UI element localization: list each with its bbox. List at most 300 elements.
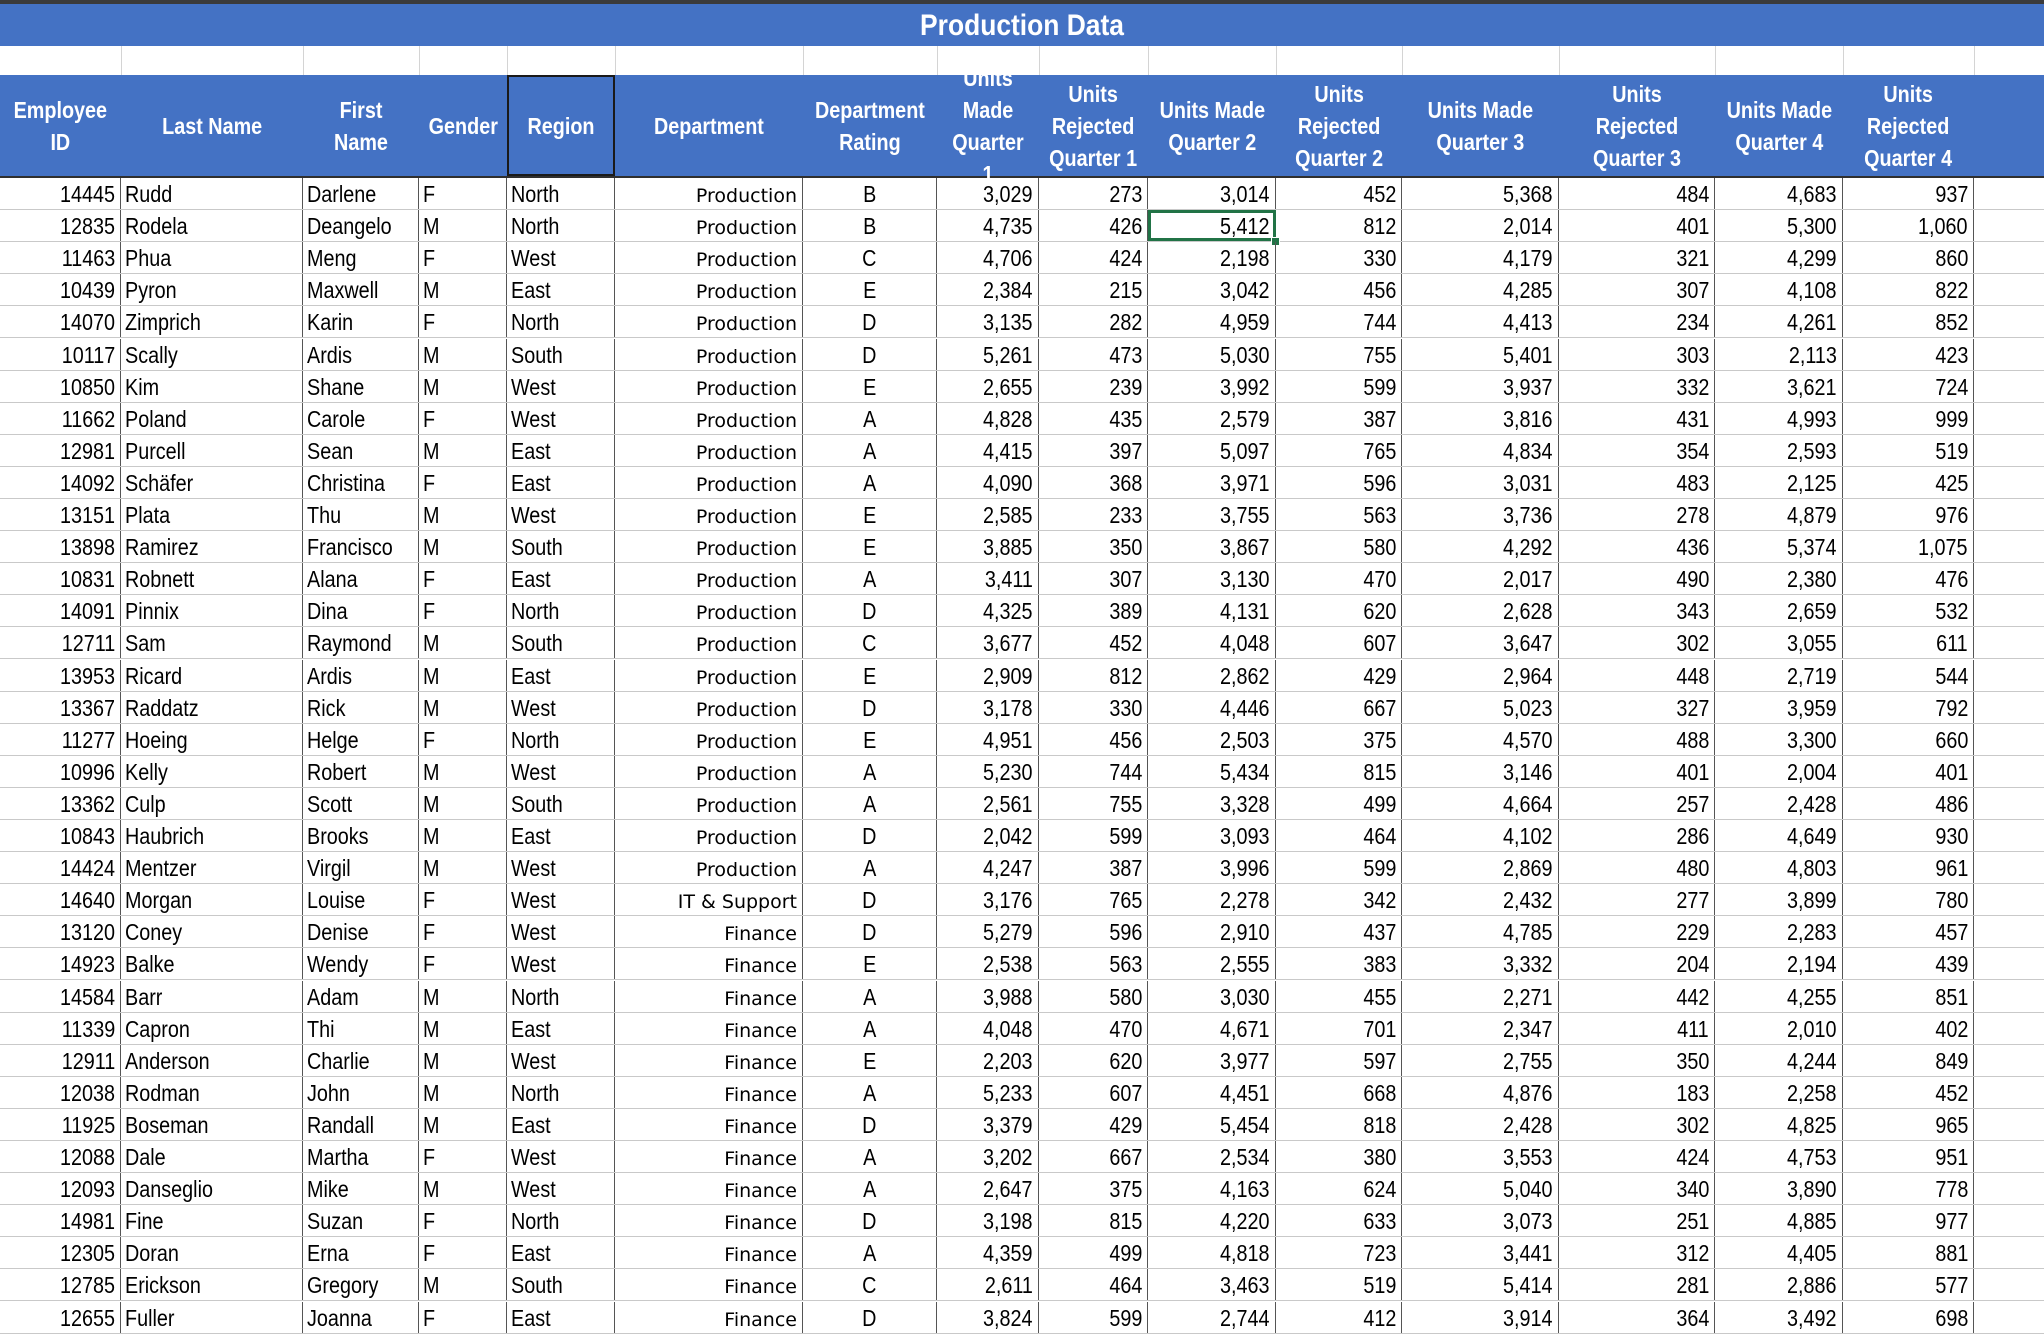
cell-units-made-q3[interactable] [1402,467,1559,498]
cell-units-made-q2[interactable] [1148,1237,1276,1268]
cell-department-rating[interactable] [803,948,937,979]
cell-units-rejected-q1[interactable] [1039,692,1148,723]
cell-units-rejected-q4[interactable] [1843,531,1974,562]
table-row[interactable] [0,884,2044,916]
cell-employee-id[interactable] [0,595,121,626]
cell-units-made-q4[interactable] [1715,563,1843,594]
cell-employee-id[interactable] [0,1302,121,1333]
cell-last-name[interactable] [121,499,303,530]
cell-gender[interactable] [419,563,507,594]
cell-units-made-q2[interactable] [1148,403,1276,434]
cell-department[interactable] [615,306,803,337]
cell-units-rejected-q2[interactable] [1276,435,1402,466]
cell-department[interactable] [615,724,803,755]
table-row[interactable] [0,756,2044,788]
cell-last-name[interactable] [121,981,303,1012]
header-first-name[interactable] [303,75,419,176]
cell-units-rejected-q1[interactable] [1039,788,1148,819]
cell-units-rejected-q3[interactable] [1559,884,1715,915]
cell-first-name[interactable] [303,1141,419,1172]
header-employee-id[interactable] [0,75,121,176]
cell-units-rejected-q3[interactable] [1559,178,1715,209]
cell-department[interactable] [615,916,803,947]
cell-first-name[interactable] [303,1077,419,1108]
cell-units-made-q4[interactable] [1715,531,1843,562]
cell-department-rating[interactable] [803,756,937,787]
cell-units-rejected-q3[interactable] [1559,981,1715,1012]
cell-first-name[interactable] [303,563,419,594]
cell-units-rejected-q2[interactable] [1276,756,1402,787]
cell-units-made-q2[interactable] [1148,467,1276,498]
cell-units-made-q4[interactable] [1715,756,1843,787]
cell-employee-id[interactable] [0,916,121,947]
cell-gender[interactable] [419,1173,507,1204]
cell-units-made-q4[interactable] [1715,371,1843,402]
cell-units-made-q1[interactable] [937,435,1039,466]
header-department[interactable] [615,75,803,176]
cell-department-rating[interactable] [803,1173,937,1204]
table-row[interactable] [0,339,2044,371]
cell-first-name[interactable] [303,852,419,883]
cell-employee-id[interactable] [0,435,121,466]
cell-department[interactable] [615,1013,803,1044]
cell-department-rating[interactable] [803,916,937,947]
cell-department[interactable] [615,178,803,209]
cell-units-rejected-q2[interactable] [1276,1302,1402,1333]
cell-gender[interactable] [419,981,507,1012]
header-gender[interactable] [419,75,507,176]
table-row[interactable] [0,435,2044,467]
cell-department[interactable] [615,1077,803,1108]
cell-units-made-q4[interactable] [1715,1141,1843,1172]
cell-units-rejected-q2[interactable] [1276,563,1402,594]
cell-gender[interactable] [419,1077,507,1108]
cell-units-rejected-q3[interactable] [1559,435,1715,466]
cell-last-name[interactable] [121,435,303,466]
cell-department-rating[interactable] [803,852,937,883]
table-row[interactable] [0,692,2044,724]
cell-department[interactable] [615,756,803,787]
cell-units-made-q2[interactable] [1148,788,1276,819]
cell-units-rejected-q4[interactable] [1843,499,1974,530]
cell-employee-id[interactable] [0,242,121,273]
table-row[interactable] [0,1141,2044,1173]
cell-units-made-q4[interactable] [1715,627,1843,658]
cell-employee-id[interactable] [0,403,121,434]
cell-units-made-q3[interactable] [1402,660,1559,691]
cell-last-name[interactable] [121,210,303,241]
cell-units-made-q2[interactable] [1148,660,1276,691]
cell-units-made-q3[interactable] [1402,1013,1559,1044]
cell-region[interactable] [507,531,615,562]
cell-units-rejected-q3[interactable] [1559,724,1715,755]
cell-units-rejected-q2[interactable] [1276,1205,1402,1236]
cell-units-made-q3[interactable] [1402,499,1559,530]
cell-last-name[interactable] [121,339,303,370]
table-row[interactable] [0,467,2044,499]
cell-employee-id[interactable] [0,563,121,594]
table-row[interactable] [0,981,2044,1013]
cell-last-name[interactable] [121,1045,303,1076]
cell-units-made-q1[interactable] [937,1045,1039,1076]
cell-units-rejected-q2[interactable] [1276,916,1402,947]
cell-units-rejected-q2[interactable] [1276,467,1402,498]
cell-last-name[interactable] [121,1109,303,1140]
cell-units-made-q2[interactable] [1148,563,1276,594]
cell-units-rejected-q4[interactable] [1843,660,1974,691]
cell-units-rejected-q1[interactable] [1039,1077,1148,1108]
table-row[interactable] [0,403,2044,435]
cell-region[interactable] [507,756,615,787]
table-row[interactable] [0,1269,2044,1301]
cell-last-name[interactable] [121,1269,303,1300]
cell-region[interactable] [507,1269,615,1300]
cell-units-rejected-q1[interactable] [1039,756,1148,787]
cell-gender[interactable] [419,1302,507,1333]
cell-department[interactable] [615,531,803,562]
cell-units-made-q4[interactable] [1715,948,1843,979]
table-row[interactable] [0,1077,2044,1109]
cell-units-made-q4[interactable] [1715,916,1843,947]
cell-units-rejected-q2[interactable] [1276,306,1402,337]
cell-units-made-q2[interactable] [1148,884,1276,915]
cell-department-rating[interactable] [803,1205,937,1236]
cell-last-name[interactable] [121,1141,303,1172]
cell-employee-id[interactable] [0,1173,121,1204]
table-row[interactable] [0,531,2044,563]
cell-first-name[interactable] [303,371,419,402]
cell-units-rejected-q3[interactable] [1559,306,1715,337]
cell-gender[interactable] [419,660,507,691]
cell-first-name[interactable] [303,403,419,434]
header-units-made-q1[interactable] [937,64,1039,187]
cell-employee-id[interactable] [0,1141,121,1172]
cell-last-name[interactable] [121,1173,303,1204]
cell-units-made-q2[interactable] [1148,595,1276,626]
cell-units-rejected-q3[interactable] [1559,242,1715,273]
cell-department-rating[interactable] [803,1013,937,1044]
cell-department-rating[interactable] [803,531,937,562]
cell-units-rejected-q4[interactable] [1843,467,1974,498]
cell-department-rating[interactable] [803,339,937,370]
cell-department[interactable] [615,1205,803,1236]
table-row[interactable] [0,1302,2044,1334]
cell-units-made-q1[interactable] [937,916,1039,947]
cell-first-name[interactable] [303,1013,419,1044]
cell-units-made-q3[interactable] [1402,531,1559,562]
cell-units-rejected-q3[interactable] [1559,274,1715,305]
cell-units-made-q1[interactable] [937,371,1039,402]
cell-first-name[interactable] [303,692,419,723]
cell-units-made-q2[interactable] [1148,916,1276,947]
cell-department-rating[interactable] [803,724,937,755]
cell-units-made-q2[interactable] [1148,306,1276,337]
cell-units-made-q3[interactable] [1402,210,1559,241]
header-region[interactable] [507,75,615,176]
cell-units-rejected-q4[interactable] [1843,274,1974,305]
cell-department[interactable] [615,403,803,434]
cell-units-rejected-q1[interactable] [1039,1173,1148,1204]
cell-employee-id[interactable] [0,1109,121,1140]
cell-gender[interactable] [419,274,507,305]
cell-units-made-q1[interactable] [937,884,1039,915]
cell-units-rejected-q3[interactable] [1559,563,1715,594]
cell-units-made-q4[interactable] [1715,1013,1843,1044]
cell-region[interactable] [507,371,615,402]
cell-units-rejected-q3[interactable] [1559,660,1715,691]
cell-units-rejected-q2[interactable] [1276,178,1402,209]
cell-units-made-q2[interactable] [1148,499,1276,530]
cell-units-made-q1[interactable] [937,403,1039,434]
cell-units-made-q3[interactable] [1402,788,1559,819]
cell-units-made-q4[interactable] [1715,1045,1843,1076]
table-row[interactable] [0,499,2044,531]
cell-employee-id[interactable] [0,274,121,305]
cell-first-name[interactable] [303,1109,419,1140]
cell-last-name[interactable] [121,1302,303,1333]
cell-units-made-q4[interactable] [1715,210,1843,241]
cell-units-rejected-q4[interactable] [1843,1173,1974,1204]
cell-department[interactable] [615,660,803,691]
cell-region[interactable] [507,660,615,691]
cell-units-made-q3[interactable] [1402,339,1559,370]
cell-units-rejected-q1[interactable] [1039,1302,1148,1333]
cell-last-name[interactable] [121,595,303,626]
cell-units-made-q2[interactable] [1148,981,1276,1012]
cell-units-made-q1[interactable] [937,1302,1039,1333]
cell-last-name[interactable] [121,916,303,947]
cell-units-rejected-q4[interactable] [1843,884,1974,915]
cell-units-rejected-q4[interactable] [1843,1205,1974,1236]
cell-employee-id[interactable] [0,210,121,241]
cell-gender[interactable] [419,210,507,241]
cell-units-rejected-q4[interactable] [1843,724,1974,755]
cell-units-made-q4[interactable] [1715,403,1843,434]
cell-first-name[interactable] [303,627,419,658]
table-row[interactable] [0,1205,2044,1237]
cell-department-rating[interactable] [803,1045,937,1076]
table-row[interactable] [0,595,2044,627]
cell-units-rejected-q1[interactable] [1039,306,1148,337]
cell-department-rating[interactable] [803,435,937,466]
cell-units-rejected-q3[interactable] [1559,1237,1715,1268]
cell-units-made-q4[interactable] [1715,435,1843,466]
cell-units-made-q2[interactable] [1148,1173,1276,1204]
cell-department[interactable] [615,1269,803,1300]
cell-department[interactable] [615,852,803,883]
cell-units-rejected-q4[interactable] [1843,1141,1974,1172]
cell-units-made-q3[interactable] [1402,1109,1559,1140]
cell-units-made-q4[interactable] [1715,852,1843,883]
cell-units-made-q2[interactable] [1148,210,1276,241]
header-department-rating[interactable] [803,75,937,176]
cell-last-name[interactable] [121,467,303,498]
cell-units-made-q4[interactable] [1715,788,1843,819]
table-row[interactable] [0,820,2044,852]
cell-units-rejected-q3[interactable] [1559,499,1715,530]
cell-employee-id[interactable] [0,178,121,209]
cell-region[interactable] [507,627,615,658]
cell-last-name[interactable] [121,403,303,434]
cell-gender[interactable] [419,1205,507,1236]
cell-units-rejected-q2[interactable] [1276,884,1402,915]
cell-last-name[interactable] [121,178,303,209]
cell-first-name[interactable] [303,531,419,562]
cell-units-made-q2[interactable] [1148,1205,1276,1236]
cell-department[interactable] [615,210,803,241]
cell-department-rating[interactable] [803,981,937,1012]
cell-units-rejected-q1[interactable] [1039,916,1148,947]
table-row[interactable] [0,627,2044,659]
cell-region[interactable] [507,820,615,851]
cell-units-rejected-q2[interactable] [1276,499,1402,530]
cell-units-rejected-q1[interactable] [1039,371,1148,402]
cell-units-rejected-q2[interactable] [1276,692,1402,723]
cell-region[interactable] [507,1141,615,1172]
cell-units-rejected-q4[interactable] [1843,1109,1974,1140]
cell-department-rating[interactable] [803,627,937,658]
cell-units-made-q3[interactable] [1402,981,1559,1012]
cell-gender[interactable] [419,948,507,979]
cell-units-made-q2[interactable] [1148,1109,1276,1140]
cell-units-made-q3[interactable] [1402,1237,1559,1268]
cell-units-rejected-q4[interactable] [1843,788,1974,819]
cell-department-rating[interactable] [803,692,937,723]
cell-department-rating[interactable] [803,820,937,851]
cell-employee-id[interactable] [0,852,121,883]
cell-last-name[interactable] [121,1205,303,1236]
cell-units-rejected-q1[interactable] [1039,948,1148,979]
cell-employee-id[interactable] [0,692,121,723]
cell-employee-id[interactable] [0,1237,121,1268]
cell-units-rejected-q1[interactable] [1039,852,1148,883]
cell-department[interactable] [615,1173,803,1204]
cell-units-rejected-q1[interactable] [1039,1269,1148,1300]
cell-last-name[interactable] [121,820,303,851]
cell-first-name[interactable] [303,274,419,305]
cell-department[interactable] [615,563,803,594]
cell-units-rejected-q1[interactable] [1039,210,1148,241]
cell-first-name[interactable] [303,820,419,851]
cell-units-rejected-q3[interactable] [1559,1173,1715,1204]
cell-units-made-q4[interactable] [1715,1302,1843,1333]
cell-gender[interactable] [419,820,507,851]
cell-units-made-q3[interactable] [1402,916,1559,947]
cell-units-made-q1[interactable] [937,692,1039,723]
cell-units-made-q2[interactable] [1148,371,1276,402]
cell-units-rejected-q4[interactable] [1843,1269,1974,1300]
cell-units-made-q4[interactable] [1715,981,1843,1012]
cell-last-name[interactable] [121,1237,303,1268]
cell-units-made-q2[interactable] [1148,531,1276,562]
cell-units-rejected-q3[interactable] [1559,403,1715,434]
cell-region[interactable] [507,499,615,530]
cell-employee-id[interactable] [0,499,121,530]
cell-units-made-q3[interactable] [1402,1302,1559,1333]
cell-units-made-q1[interactable] [937,531,1039,562]
cell-units-rejected-q3[interactable] [1559,1141,1715,1172]
cell-last-name[interactable] [121,948,303,979]
cell-department[interactable] [615,1237,803,1268]
cell-units-rejected-q2[interactable] [1276,1141,1402,1172]
cell-last-name[interactable] [121,1077,303,1108]
cell-units-made-q4[interactable] [1715,1173,1843,1204]
cell-units-made-q1[interactable] [937,1109,1039,1140]
cell-units-made-q4[interactable] [1715,724,1843,755]
cell-units-made-q2[interactable] [1148,274,1276,305]
cell-region[interactable] [507,1109,615,1140]
cell-units-made-q2[interactable] [1148,435,1276,466]
cell-units-rejected-q1[interactable] [1039,660,1148,691]
cell-gender[interactable] [419,339,507,370]
cell-first-name[interactable] [303,756,419,787]
cell-employee-id[interactable] [0,724,121,755]
cell-units-rejected-q2[interactable] [1276,724,1402,755]
cell-units-rejected-q1[interactable] [1039,1109,1148,1140]
cell-units-made-q2[interactable] [1148,1013,1276,1044]
table-row[interactable] [0,916,2044,948]
cell-units-rejected-q4[interactable] [1843,435,1974,466]
table-row[interactable] [0,210,2044,242]
cell-region[interactable] [507,467,615,498]
cell-units-rejected-q2[interactable] [1276,242,1402,273]
cell-units-made-q3[interactable] [1402,948,1559,979]
cell-department-rating[interactable] [803,788,937,819]
cell-department-rating[interactable] [803,1141,937,1172]
cell-gender[interactable] [419,595,507,626]
cell-units-rejected-q2[interactable] [1276,210,1402,241]
cell-units-rejected-q4[interactable] [1843,1045,1974,1076]
cell-department[interactable] [615,595,803,626]
cell-gender[interactable] [419,884,507,915]
cell-region[interactable] [507,274,615,305]
cell-units-rejected-q1[interactable] [1039,884,1148,915]
cell-department-rating[interactable] [803,884,937,915]
table-row[interactable] [0,724,2044,756]
cell-units-rejected-q3[interactable] [1559,210,1715,241]
cell-department[interactable] [615,1109,803,1140]
cell-units-made-q1[interactable] [937,756,1039,787]
cell-first-name[interactable] [303,948,419,979]
table-row[interactable] [0,852,2044,884]
cell-last-name[interactable] [121,531,303,562]
cell-units-made-q1[interactable] [937,563,1039,594]
cell-units-made-q2[interactable] [1148,756,1276,787]
cell-department[interactable] [615,274,803,305]
cell-units-rejected-q2[interactable] [1276,1269,1402,1300]
cell-last-name[interactable] [121,1013,303,1044]
cell-department-rating[interactable] [803,306,937,337]
title-banner[interactable] [0,0,2044,46]
cell-units-rejected-q1[interactable] [1039,531,1148,562]
cell-units-rejected-q1[interactable] [1039,403,1148,434]
header-units-rejected-q4[interactable] [1843,75,1974,176]
cell-region[interactable] [507,178,615,209]
table-row[interactable] [0,1013,2044,1045]
cell-units-made-q3[interactable] [1402,371,1559,402]
column-header-row[interactable] [0,64,2044,187]
cell-first-name[interactable] [303,724,419,755]
cell-gender[interactable] [419,467,507,498]
cell-units-made-q1[interactable] [937,981,1039,1012]
cell-units-made-q3[interactable] [1402,852,1559,883]
cell-employee-id[interactable] [0,339,121,370]
cell-units-rejected-q2[interactable] [1276,595,1402,626]
cell-employee-id[interactable] [0,660,121,691]
cell-region[interactable] [507,948,615,979]
cell-units-rejected-q2[interactable] [1276,1077,1402,1108]
cell-units-made-q3[interactable] [1402,884,1559,915]
